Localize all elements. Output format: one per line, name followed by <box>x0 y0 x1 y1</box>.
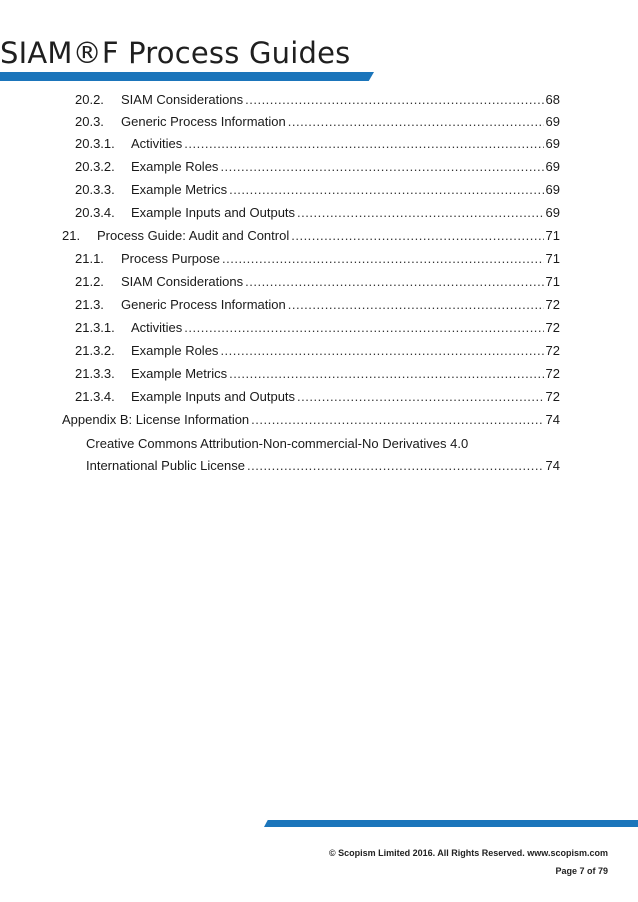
toc-entry[interactable] <box>75 366 560 381</box>
toc-entry-title: Process Purpose <box>121 251 220 266</box>
toc-entry-title: Appendix B: License Information <box>62 412 250 427</box>
toc-entry-page: 74 <box>545 458 560 473</box>
toc-entry-page: 71 <box>545 274 560 289</box>
toc-dot-leader <box>297 205 543 220</box>
toc-entry[interactable] <box>75 343 560 358</box>
toc-entry-title: SIAM Considerations <box>121 92 244 107</box>
toc-dot-leader <box>288 297 544 312</box>
header-accent-bar <box>0 72 374 81</box>
toc-entry-number: 20.2. <box>75 92 104 107</box>
toc-entry-page: 72 <box>545 343 560 358</box>
toc-entry-title: SIAM Considerations <box>121 274 244 289</box>
toc-dot-leader <box>229 182 543 197</box>
toc-dot-leader <box>184 320 543 335</box>
toc-dot-leader <box>220 343 543 358</box>
toc-entry-number: 20.3.3. <box>75 182 115 197</box>
toc-entry-number: 20.3. <box>75 114 104 129</box>
toc-entry-page: 74 <box>545 412 560 427</box>
toc-entry[interactable] <box>75 159 560 174</box>
toc-entry-page: 72 <box>545 320 560 335</box>
toc-dot-leader <box>220 159 543 174</box>
toc-dot-leader <box>297 389 543 404</box>
toc-entry[interactable] <box>75 182 560 197</box>
toc-entry-number: 20.3.2. <box>75 159 115 174</box>
toc-entry-title: Example Roles <box>131 159 219 174</box>
toc-entry-title: Example Roles <box>131 343 219 358</box>
toc-entry-title: Activities <box>131 136 183 151</box>
document-title: SIAM®F Process Guides <box>0 36 351 70</box>
toc-entry-title: Generic Process Information <box>121 114 286 129</box>
footer-accent-bar <box>264 820 638 827</box>
toc-dot-leader <box>247 458 544 473</box>
toc-entry-page: 69 <box>545 182 560 197</box>
toc-entry-page: 69 <box>545 159 560 174</box>
toc-entry[interactable] <box>75 274 560 289</box>
toc-entry-number: 21.3. <box>75 297 104 312</box>
toc-entry-number: 20.3.1. <box>75 136 115 151</box>
toc-entry[interactable] <box>75 205 560 220</box>
toc-entry-title: Example Inputs and Outputs <box>131 205 296 220</box>
toc-entry[interactable] <box>75 297 560 312</box>
toc-entry[interactable] <box>75 136 560 151</box>
toc-entry-license-line1[interactable]: Creative Commons Attribution-Non-commercial-No Derivatives 4.0 <box>86 436 469 451</box>
toc-dot-leader <box>288 114 544 129</box>
toc-entry-license[interactable] <box>86 458 560 473</box>
toc-entry-number: 20.3.4. <box>75 205 115 220</box>
toc-dot-leader <box>184 136 543 151</box>
toc-dot-leader <box>245 274 543 289</box>
toc-entry-number: 21.3.4. <box>75 389 115 404</box>
toc-entry-page: 72 <box>545 297 560 312</box>
toc-dot-leader <box>291 228 543 243</box>
toc-entry-page: 71 <box>545 228 560 243</box>
toc-entry-number: 21.3.3. <box>75 366 115 381</box>
footer-copyright: © Scopism Limited 2016. All Rights Reserved. www.scopism.com <box>328 848 608 858</box>
toc-entry-page: 69 <box>545 114 560 129</box>
toc-entry[interactable] <box>75 389 560 404</box>
toc-entry-title: Example Metrics <box>131 182 228 197</box>
page-number: Page 7 of 79 <box>555 866 608 876</box>
toc-dot-leader <box>245 92 543 107</box>
toc-entry-number: 21.1. <box>75 251 104 266</box>
toc-entry[interactable] <box>75 92 560 107</box>
toc-entry-title: Generic Process Information <box>121 297 286 312</box>
toc-entry[interactable] <box>75 320 560 335</box>
toc-entry-number: 21.3.2. <box>75 343 115 358</box>
toc-entry-appendix[interactable] <box>62 412 560 427</box>
toc-entry-number: 21. <box>62 228 81 243</box>
toc-entry[interactable] <box>75 251 560 266</box>
toc-entry[interactable] <box>62 228 560 243</box>
toc-entry-page: 71 <box>545 251 560 266</box>
toc-entry-number: 21.3.1. <box>75 320 115 335</box>
toc-entry-page: 72 <box>545 366 560 381</box>
toc-entry-title: International Public License <box>86 458 245 473</box>
toc-entry-page: 68 <box>545 92 560 107</box>
toc-entry-page: 69 <box>545 136 560 151</box>
toc-entry-number: 21.2. <box>75 274 104 289</box>
toc-entry-page: 69 <box>545 205 560 220</box>
toc-entry-title: Process Guide: Audit and Control <box>97 228 290 243</box>
toc-entry-title: Activities <box>131 320 183 335</box>
toc-entry-title: Example Metrics <box>131 366 228 381</box>
toc-dot-leader <box>222 251 544 266</box>
toc-entry-title: Example Inputs and Outputs <box>131 389 296 404</box>
toc-entry[interactable] <box>75 114 560 129</box>
toc-dot-leader <box>229 366 543 381</box>
toc-dot-leader <box>251 412 543 427</box>
toc-entry-page: 72 <box>545 389 560 404</box>
